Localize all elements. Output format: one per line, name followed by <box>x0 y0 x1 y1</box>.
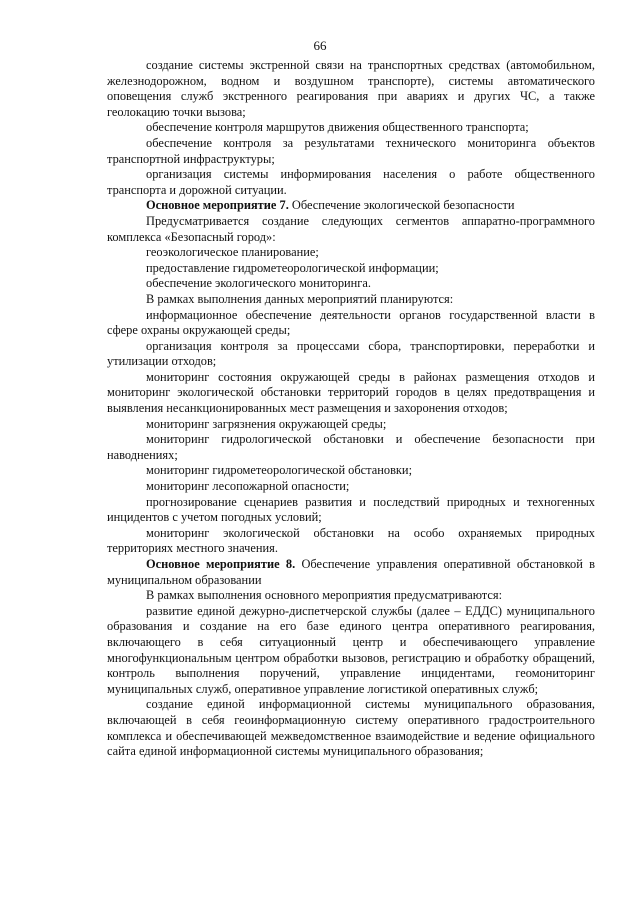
paragraph-text: Обеспечение экологической безопасности <box>288 198 515 213</box>
paragraph-text: предоставление гидрометеорологической информации; <box>146 260 439 275</box>
paragraph-text: прогнозирование сценариев развития и последствий природных и техногенных инцидентов с учетом погодных условий; <box>107 494 595 525</box>
paragraph <box>107 339 595 370</box>
paragraph <box>107 136 595 167</box>
paragraph <box>107 495 595 526</box>
paragraph-text: Обеспечение управления оперативной обстановкой в муниципальном образовании <box>107 557 595 587</box>
section-heading: Основное мероприятие 7. <box>146 198 289 213</box>
paragraph-text: мониторинг гидрологической обстановки и обеспечение безопасности при наводнениях; <box>107 432 595 462</box>
paragraph <box>107 167 595 198</box>
paragraph-text: мониторинг гидрометеорологической обстановки; <box>146 463 413 478</box>
paragraph <box>107 417 595 433</box>
paragraph-text: создание системы экстренной связи на транспортных средствах (автомобильном, железнодорожном, водном и воздушном транспорте), системы автоматического оповещения служб экстренного реагирования при авариях и других ЧС, а также геолокацию точки вызова; <box>107 58 595 119</box>
paragraph <box>107 292 595 308</box>
paragraph <box>107 463 595 479</box>
paragraph <box>107 697 595 759</box>
paragraph <box>107 261 595 277</box>
paragraph <box>107 588 595 604</box>
paragraph <box>107 526 595 557</box>
paragraph <box>107 308 595 339</box>
paragraph <box>107 604 595 698</box>
paragraph-text: В рамках выполнения данных мероприятий планируются: <box>146 291 454 306</box>
paragraph-text: мониторинг состояния окружающей среды в районах размещения отходов и мониторинг экологической обстановки территорий городов в целях предотвращения и выявления несанкционированных мест размещения и захоронения отходов; <box>107 369 595 416</box>
paragraph <box>107 198 595 214</box>
paragraph-text: развитие единой дежурно-диспетчерской службы (далее – ЕДДС) муниципального образования и создание на его базе единого центра оперативного реагирования, включающего в себя ситуационный центр и обеспечивающего управление многофункциональным центром обработки вызовов, регистрацию и обработку обращений, контроль выполнения поручений, управление инцидентами, геомониторинг муниципальных служб, оперативное управление логистикой оперативных служб; <box>107 603 595 696</box>
paragraph-text: геоэкологическое планирование; <box>146 245 319 260</box>
paragraph-text: создание единой информационной системы муниципального образования, включающей в себя геоинформационную систему оперативного градостроительного комплекса и обеспечивающей межведомственное взаимодействие и ведение официального сайта единой информационной системы муниципального образования; <box>107 697 595 759</box>
paragraph-text: организация системы информирования населения о работе общественного транспорта и дорожной ситуации. <box>107 167 595 197</box>
paragraph <box>107 479 595 495</box>
paragraph-text: обеспечение контроля маршрутов движения общественного транспорта; <box>146 120 529 135</box>
paragraph <box>107 276 595 292</box>
paragraph <box>107 432 595 463</box>
paragraph-text: обеспечение экологического мониторинга. <box>146 276 371 291</box>
page-number: 66 <box>313 38 327 53</box>
paragraph <box>107 120 595 136</box>
section-heading: Основное мероприятие 8. <box>146 557 296 571</box>
paragraph-text: мониторинг лесопожарной опасности; <box>146 479 350 494</box>
paragraph-text: обеспечение контроля за результатами технического мониторинга объектов транспортной инфраструктуры; <box>107 135 595 166</box>
paragraph <box>107 58 595 120</box>
paragraph-text: В рамках выполнения основного мероприятия предусматриваются: <box>146 588 503 603</box>
paragraph-text: организация контроля за процессами сбора, транспортировки, переработки и утилизации отходов; <box>107 338 595 369</box>
body-text <box>107 58 595 760</box>
paragraph <box>107 370 595 417</box>
paragraph <box>107 557 595 588</box>
paragraph <box>107 214 595 245</box>
paragraph-text: мониторинг загрязнения окружающей среды; <box>146 416 387 431</box>
paragraph <box>107 245 595 261</box>
paragraph-text: мониторинг экологической обстановки на особо охраняемых природных территориях местного значения. <box>107 525 595 556</box>
paragraph-text: Предусматривается создание следующих сегментов аппаратно-программного комплекса «Безопасный город»: <box>107 213 595 244</box>
paragraph-text: информационное обеспечение деятельности органов государственной власти в сфере охраны окружающей среды; <box>107 307 595 338</box>
